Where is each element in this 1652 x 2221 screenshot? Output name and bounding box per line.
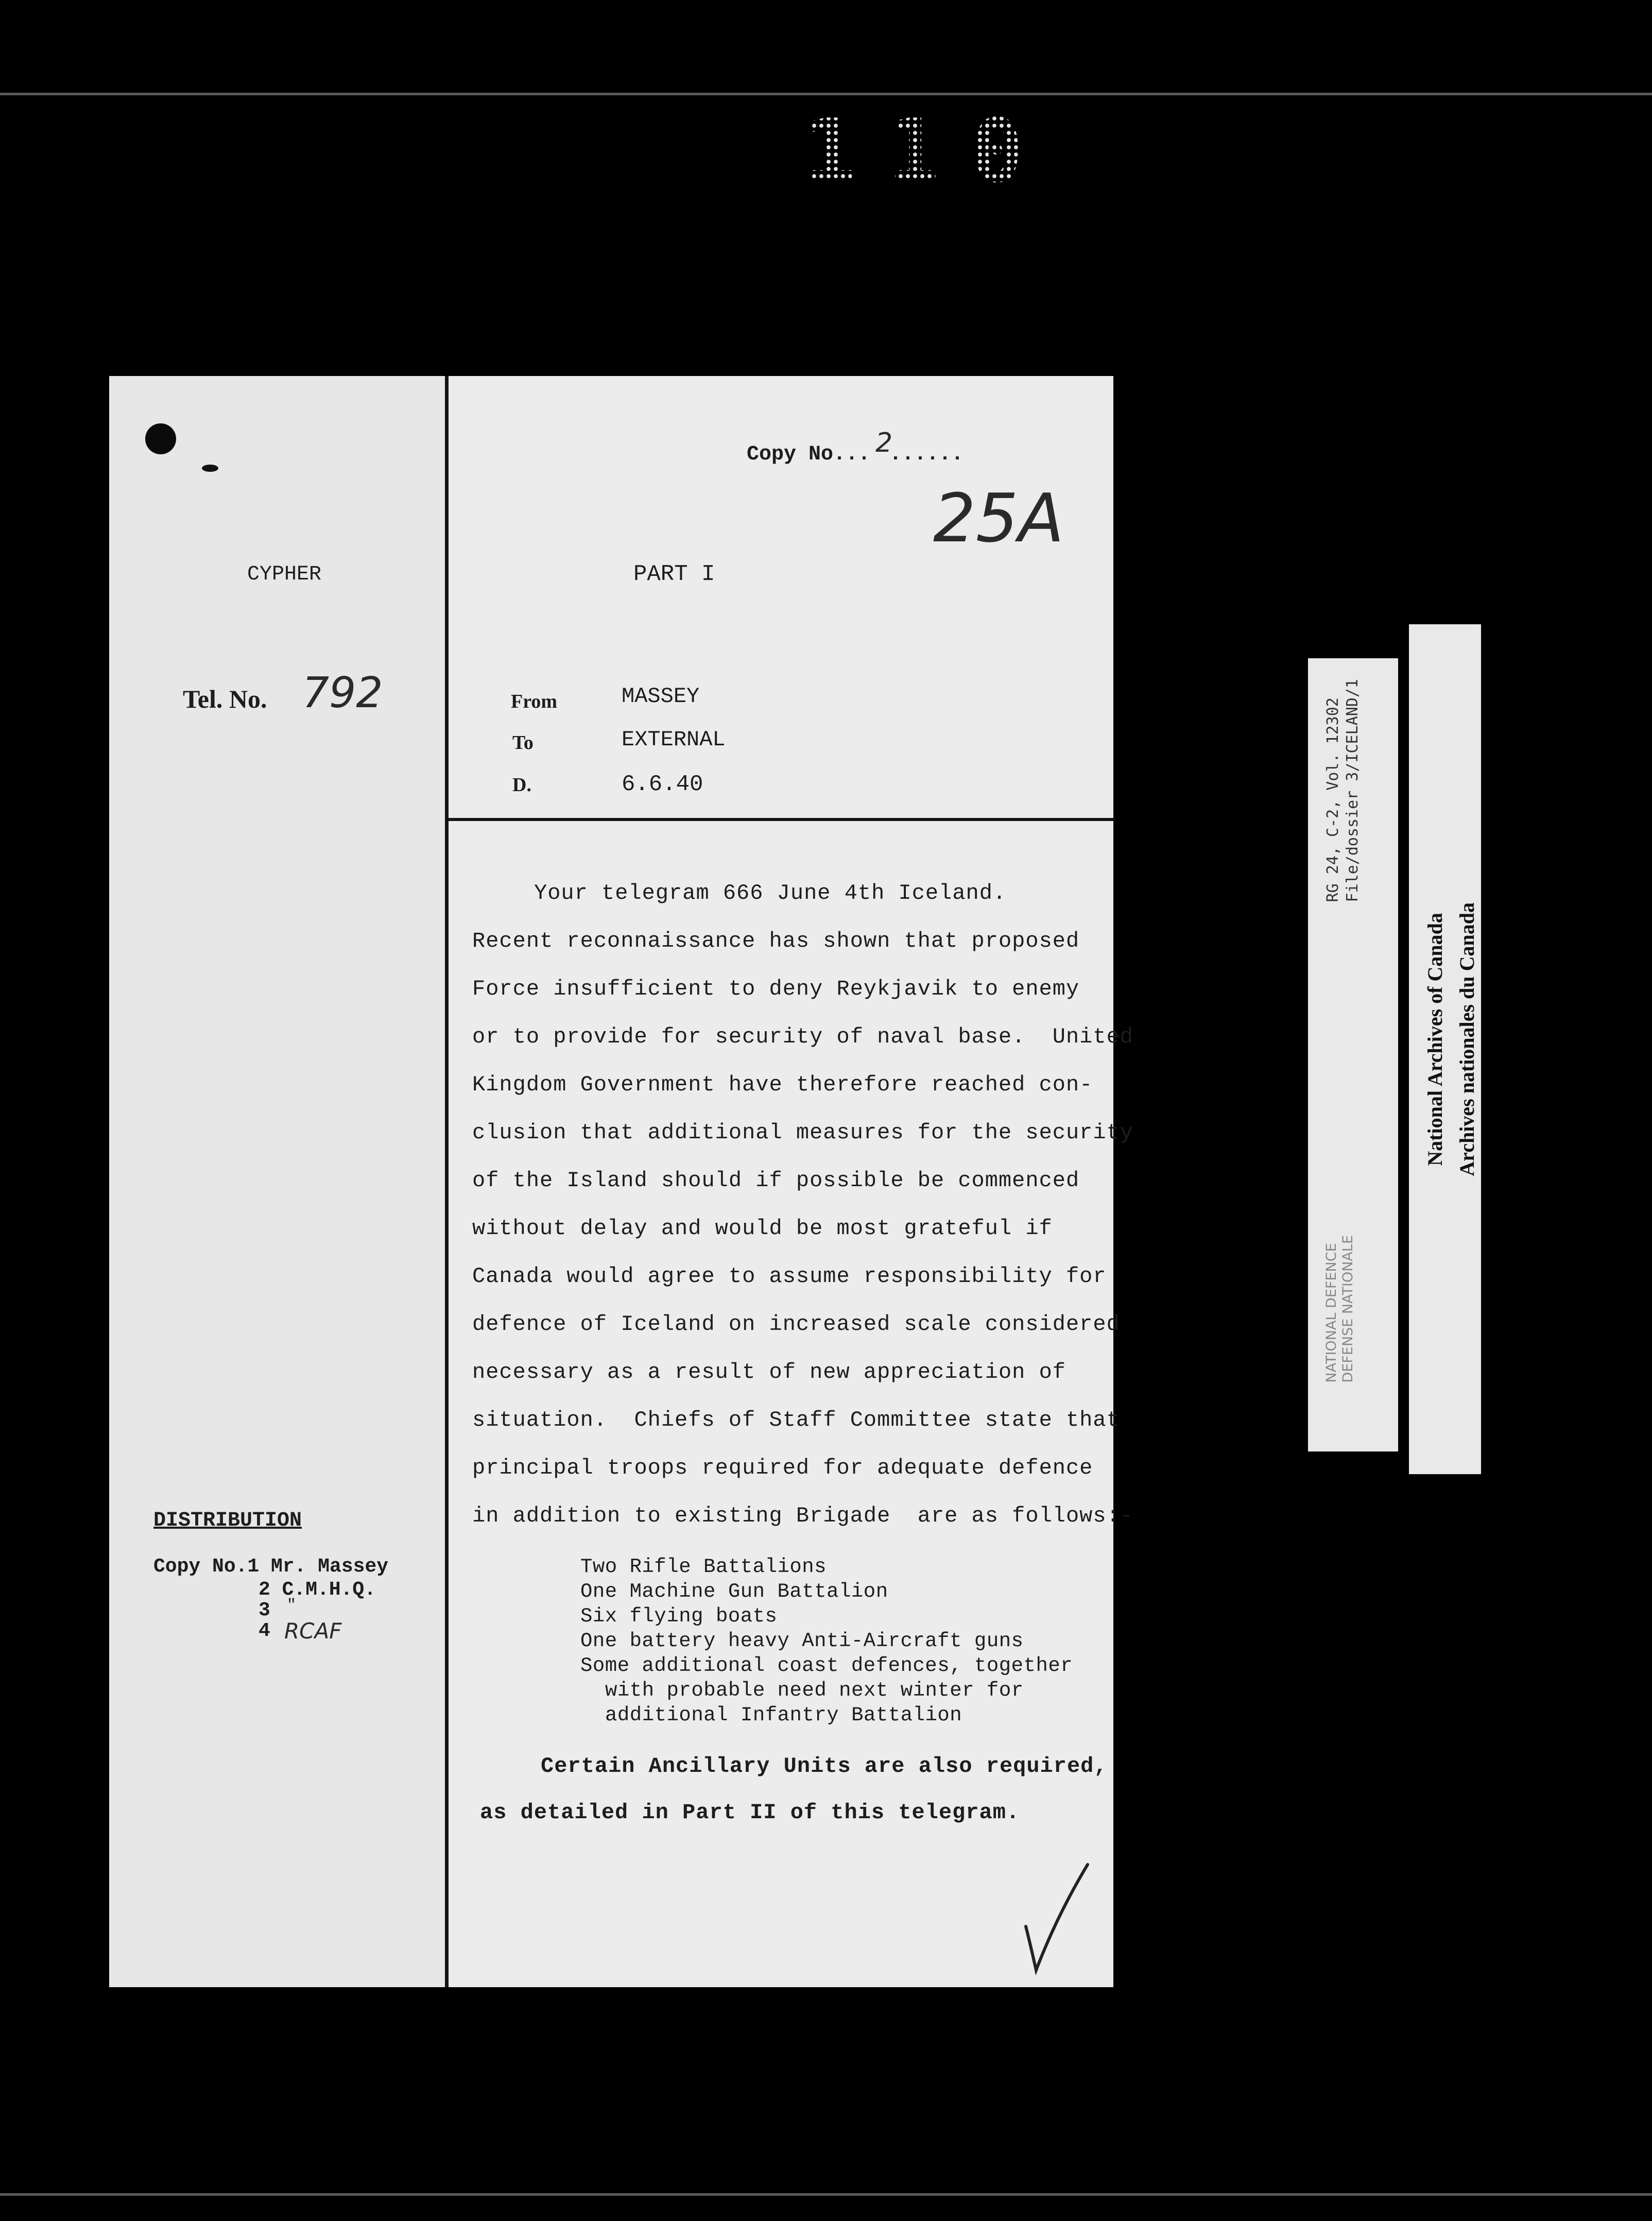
header-divider [446, 818, 1113, 821]
from-value: MASSEY [622, 684, 700, 709]
check-mark-icon [1021, 1859, 1093, 1978]
list-item: One Machine Gun Battalion [580, 1580, 888, 1603]
body-line: principal troops required for adequate defence [472, 1456, 1093, 1480]
distribution-heading: DISTRIBUTION [153, 1509, 302, 1532]
tel-no-label: Tel. No. [183, 685, 267, 713]
body-line: Kingdom Government have therefore reached con- [472, 1072, 1093, 1097]
archives-text [1419, 902, 1483, 1176]
from-label: From [511, 691, 558, 712]
telegram-page [109, 376, 1134, 1987]
archives-name-fr: Archives nationales du Canada [1455, 902, 1478, 1176]
distribution-line-3: 3 [259, 1599, 270, 1621]
to-label: To [512, 732, 534, 754]
reference-text [1323, 679, 1363, 902]
reference-line-1: RG 24, C-2, Vol. 12302 [1324, 697, 1342, 902]
list-item: additional Infantry Battalion [605, 1704, 962, 1727]
body-line: situation. Chiefs of Staff Committee state that [472, 1408, 1120, 1432]
department-text [1323, 1235, 1356, 1382]
list-item: Six flying boats [580, 1605, 778, 1628]
distribution-line-4: 4 [259, 1620, 270, 1642]
cypher-label: CYPHER [247, 563, 322, 586]
distribution-handwritten-rcaf: RCAF [284, 1618, 342, 1644]
distribution-line-2: 2 C.M.H.Q. [259, 1579, 376, 1601]
list-item: Some additional coast defences, together [580, 1654, 1073, 1677]
body-line: necessary as a result of new appreciation of [472, 1360, 1066, 1385]
body-line: Recent reconnaissance has shown that proposed [472, 929, 1080, 953]
file-ref-handwritten: 25A [933, 479, 1064, 557]
list-item: Two Rifle Battalions [580, 1556, 827, 1578]
punch-hole [145, 423, 176, 454]
archive-reference-strip [1308, 658, 1398, 1451]
frame-number: 110 [803, 100, 1055, 202]
body-line: of the Island should if possible be commenced [472, 1168, 1080, 1193]
archives-name-en: National Archives of Canada [1423, 913, 1447, 1166]
distribution-ditto: " [287, 1597, 297, 1614]
body-line: or to provide for security of naval base. United [472, 1024, 1134, 1049]
closing-line-2: as detailed in Part II of this telegram. [480, 1800, 1020, 1825]
body-line: in addition to existing Brigade are as follows:- [472, 1504, 1134, 1528]
list-item: with probable need next winter for [605, 1679, 1024, 1702]
body-line: defence of Iceland on increased scale considered [472, 1312, 1120, 1337]
department-line-2: DEFENSE NATIONALE [1340, 1235, 1356, 1383]
list-item: One battery heavy Anti-Aircraft guns [580, 1630, 1024, 1652]
frame-bottom-line [0, 2193, 1652, 2196]
column-divider [445, 376, 449, 1987]
department-line-1: NATIONAL DEFENCE [1323, 1243, 1339, 1383]
copy-no-label: Copy No... [747, 443, 871, 466]
body-line: Your telegram 666 June 4th Iceland. [534, 881, 1007, 906]
frame-top-line [0, 93, 1652, 95]
part-label: PART I [633, 561, 715, 587]
body-line: Force insufficient to deny Reykjavik to enemy [472, 977, 1080, 1001]
to-value: EXTERNAL [622, 727, 726, 752]
left-column [109, 376, 445, 1987]
reference-line-2: File/dossier 3/ICELAND/1 [1344, 679, 1362, 902]
archives-label-strip [1409, 624, 1481, 1474]
copy-no-value: 2 [875, 428, 893, 458]
punch-mark [202, 465, 218, 472]
copy-no-dots: ...... [889, 443, 964, 466]
body-line: Canada would agree to assume responsibility for [472, 1264, 1107, 1289]
tel-no-value: 792 [302, 669, 383, 717]
date-value: 6.6.40 [622, 772, 703, 797]
body-line: without delay and would be most grateful if [472, 1216, 1053, 1241]
closing-line-1: Certain Ancillary Units are also required, [541, 1754, 1108, 1779]
body-line: clusion that additional measures for the security [472, 1120, 1134, 1145]
date-label: D. [512, 774, 531, 796]
distribution-line-1: Copy No.1 Mr. Massey [153, 1556, 389, 1578]
